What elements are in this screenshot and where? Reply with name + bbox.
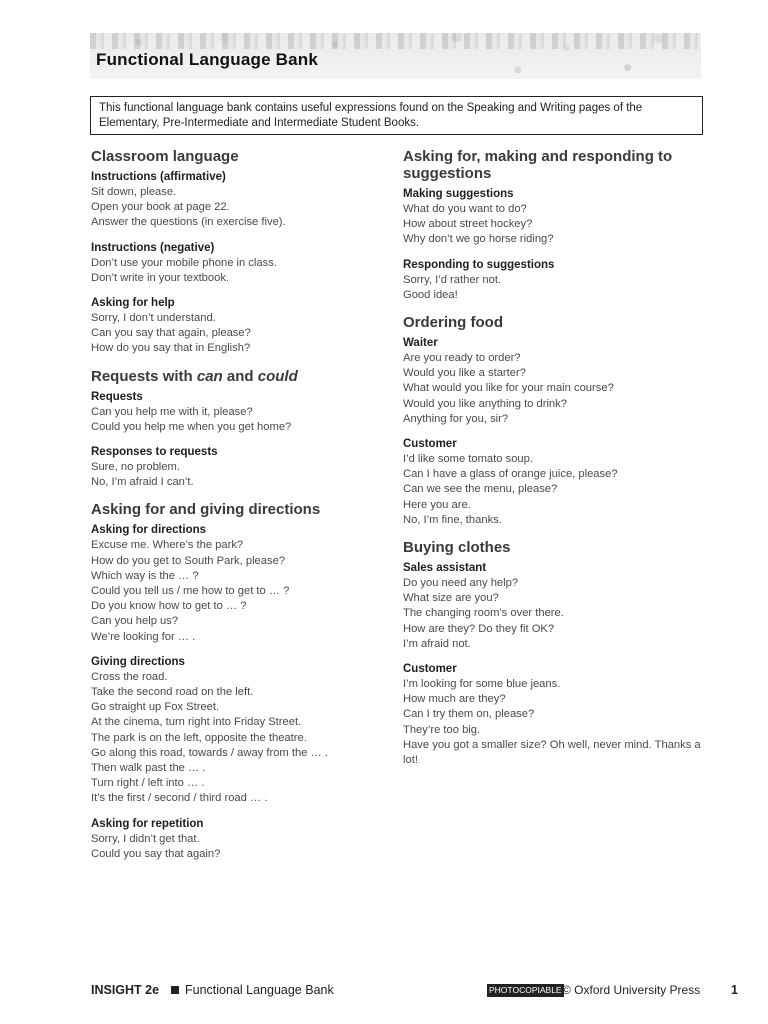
subsection-sales-assistant <box>403 561 703 652</box>
left-column <box>91 147 391 873</box>
subsection-heading: Instructions (affirmative) <box>91 171 226 183</box>
phrase: Take the second road on the left. <box>91 686 254 699</box>
phrase: Excuse me. Where’s the park? <box>91 539 244 552</box>
subsection-giving-directions <box>91 655 391 807</box>
subsection-heading: Requests <box>91 390 143 403</box>
phrase: Which way is the … ? <box>91 569 199 582</box>
phrase: Can you help us? <box>91 615 179 628</box>
subsection-heading: Customer <box>403 438 457 451</box>
heading-could: could <box>257 367 298 385</box>
phrase: Why don’t we go horse riding? <box>403 233 554 246</box>
phrase: Can I have a glass of orange juice, please? <box>403 468 618 481</box>
subsection-heading: Responding to suggestions <box>403 258 555 271</box>
section-buying-clothes <box>403 539 703 768</box>
phrase: Would you like anything to drink? <box>403 397 567 410</box>
phrase: What size are you? <box>403 592 499 605</box>
phrase: Are you ready to order? <box>403 352 521 365</box>
copyright: © Oxford University Press <box>562 983 701 997</box>
subsection-making-suggestions <box>403 187 703 248</box>
page-title: Functional Language Bank <box>96 50 319 69</box>
heading-part: and <box>222 367 258 385</box>
subsection-instructions-negative <box>91 241 391 286</box>
section-heading <box>91 368 391 385</box>
subsection-heading: Sales assistant <box>403 562 487 575</box>
footer <box>91 983 741 999</box>
phrase: Here you are. <box>403 498 471 511</box>
phrase: Go straight up Fox Street. <box>91 701 220 714</box>
phrase: How are they? Do they fit OK? <box>403 622 555 635</box>
section-classroom-language <box>91 148 391 357</box>
phrase: Sorry, I don’t understand. <box>91 312 216 325</box>
square-bullet-icon <box>171 986 179 994</box>
right-column <box>403 147 703 779</box>
subsection-responses <box>91 445 391 490</box>
phrase: Sit down, please. <box>91 186 177 198</box>
photocopiable-badge: PHOTOCOPIABLE <box>489 985 562 995</box>
subsection-heading: Instructions (negative) <box>91 241 215 254</box>
subsection-heading: Asking for help <box>91 297 175 310</box>
footer-title: Functional Language Bank <box>185 983 334 997</box>
phrase: Sorry, I didn’t get that. <box>91 832 200 845</box>
section-heading: Asking for and giving directions <box>91 501 321 519</box>
phrase: How do you say that in English? <box>91 342 251 355</box>
phrase: No, I’m afraid I can’t. <box>91 476 194 489</box>
subsection-requests <box>91 390 391 435</box>
phrase: Don’t use your mobile phone in class. <box>91 256 277 269</box>
subsection-heading: Giving directions <box>91 655 185 668</box>
page-number: 1 <box>731 983 738 997</box>
subsection-heading: Customer <box>403 663 457 676</box>
subsection-customer-clothes <box>403 662 703 768</box>
phrase: Could you help me when you get home? <box>91 420 292 433</box>
phrase: How much are they? <box>403 693 506 706</box>
section-suggestions <box>403 148 703 303</box>
phrase: Answer the questions (in exercise five). <box>91 216 286 229</box>
section-ordering-food <box>403 314 703 528</box>
phrase: Do you know how to get to … ? <box>91 600 247 613</box>
heading-part: Requests with <box>91 367 197 385</box>
title-banner <box>90 33 701 79</box>
phrase: I’m looking for some blue jeans. <box>403 678 561 691</box>
phrase: We’re looking for … . <box>91 630 196 643</box>
phrase: It’s the first / second / third road … . <box>91 792 268 805</box>
subsection-heading: Asking for repetition <box>91 817 204 830</box>
phrase: Have you got a smaller size? Oh well, never mind. Thanks a lot! <box>403 738 701 767</box>
phrase: Could you say that again? <box>91 847 221 860</box>
subsection-asking-for-help <box>91 296 391 357</box>
phrase: At the cinema, turn right into Friday Street. <box>91 716 302 729</box>
subsection-heading: Making suggestions <box>403 188 514 200</box>
subsection-heading: Asking for directions <box>91 524 207 537</box>
subsection-customer-food <box>403 437 703 528</box>
phrase: I’d like some tomato soup. <box>403 453 533 466</box>
section-heading: Ordering food <box>403 314 503 332</box>
phrase: How about street hockey? <box>403 218 533 231</box>
phrase: Good idea! <box>403 288 458 301</box>
phrase: Do you need any help? <box>403 577 519 590</box>
subsection-waiter <box>403 336 703 427</box>
section-heading: Buying clothes <box>403 539 511 557</box>
phrase: Then walk past the … . <box>91 762 206 775</box>
section-heading: Asking for, making and responding to suggestions <box>403 148 673 182</box>
phrase: Would you like a starter? <box>403 367 526 380</box>
heading-can: can <box>196 367 223 385</box>
phrase: Can we see the menu, please? <box>403 483 558 496</box>
phrase: Can you help me with it, please? <box>91 405 253 418</box>
phrase: Sorry, I’d rather not. <box>403 273 502 286</box>
phrase: Can you say that again, please? <box>91 327 251 340</box>
banner-texture <box>90 33 701 49</box>
phrase: Don’t write in your textbook. <box>91 271 230 284</box>
section-heading: Classroom language <box>91 148 239 165</box>
phrase: Sure, no problem. <box>91 461 180 474</box>
phrase: I’m afraid not. <box>403 637 471 650</box>
subsection-heading: Waiter <box>403 337 438 350</box>
section-directions <box>91 501 391 862</box>
phrase: Anything for you, sir? <box>403 412 509 425</box>
phrase: The park is on the left, opposite the theatre. <box>91 731 307 744</box>
phrase: No, I’m fine, thanks. <box>403 513 502 526</box>
subsection-heading: Responses to requests <box>91 446 218 459</box>
footer-brand: INSIGHT 2e <box>91 983 160 997</box>
subsection-responding-to-suggestions <box>403 258 703 303</box>
subsection-asking-for-directions <box>91 523 391 644</box>
section-requests <box>91 368 391 491</box>
phrase: What do you want to do? <box>403 203 527 215</box>
phrase: They’re too big. <box>403 723 481 736</box>
phrase: What would you like for your main course? <box>403 382 614 395</box>
phrase: The changing room’s over there. <box>403 607 564 620</box>
phrase: Can I try them on, please? <box>403 708 535 721</box>
intro-box: This functional language bank contains useful expressions found on the Speaking and Writing pages of the Elementary, Pre-Intermediate and Intermediate Student Books. <box>90 96 703 135</box>
phrase: Turn right / left into … . <box>91 777 205 790</box>
subsection-asking-for-repetition <box>91 817 391 862</box>
phrase: How do you get to South Park, please? <box>91 554 286 567</box>
phrase: Could you tell us / me how to get to … ? <box>91 585 290 598</box>
phrase: Cross the road. <box>91 670 168 683</box>
phrase: Go along this road, towards / away from the … . <box>91 746 328 759</box>
phrase: Open your book at page 22. <box>91 201 230 214</box>
subsection-instructions-affirmative <box>91 170 391 231</box>
